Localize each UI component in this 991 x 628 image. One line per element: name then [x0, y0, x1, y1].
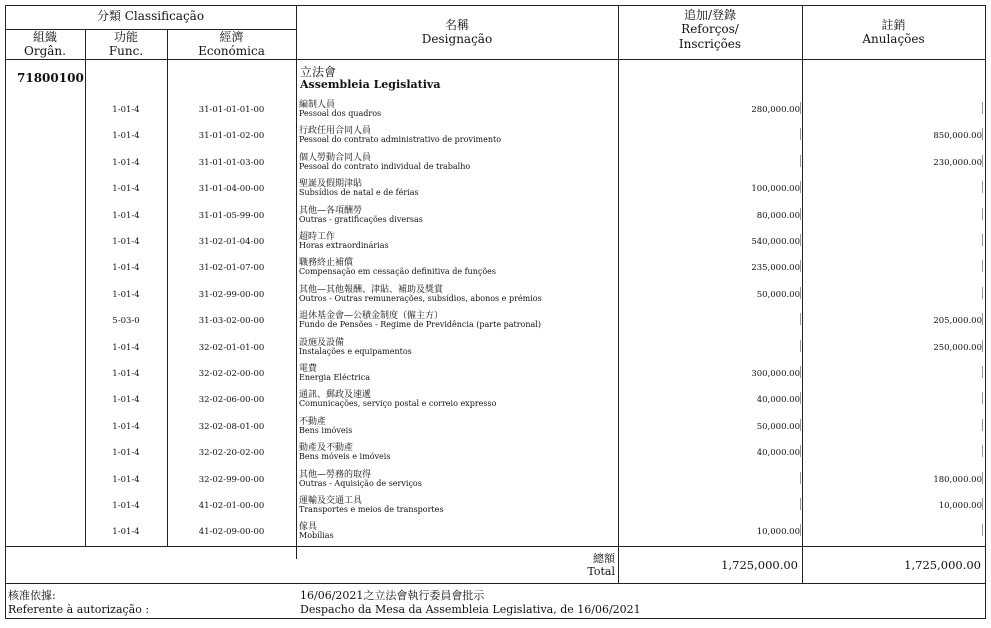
amount-tick	[982, 392, 983, 404]
row-designation-pt: Pessoal do contrato administrativo de provimento	[299, 135, 502, 145]
row-designation-zh: 通訊、郵政及速遞	[299, 390, 372, 401]
col-divider-reinforce	[802, 5, 803, 583]
row-designation-zh: 編制人員	[299, 100, 336, 110]
row-func-code: 1-01-4	[112, 448, 140, 459]
row-reinforce-amount: 50,000.00	[756, 421, 800, 432]
row-func-code: 1-01-4	[112, 395, 140, 406]
reinforce-header-zh: 追加/登錄	[683, 8, 737, 22]
econ-header-pt: Económica	[198, 44, 265, 58]
row-designation-zh: 職務終止補償	[299, 258, 354, 269]
row-reinforce-amount: 280,000.00	[751, 105, 800, 115]
row-designation-pt: Transportes e meios de transportes	[299, 505, 444, 514]
row-designation-zh: 超時工作	[299, 232, 336, 242]
row-econ-code: 32-02-06-00-00	[198, 395, 265, 406]
row-cancel-amount: 230,000.00	[933, 157, 982, 168]
cancel-header-pt: Anulações	[862, 32, 925, 46]
authorization-value-zh: 16/06/2021之立法會執行委員會批示	[300, 589, 485, 602]
col-divider-econ	[296, 5, 297, 559]
total-label-zh: 總額	[593, 552, 615, 565]
row-designation-zh: 行政任用合同人員	[299, 126, 372, 137]
row-designation-pt: Instalações e equipamentos	[299, 346, 412, 356]
row-econ-code: 31-01-04-00-00	[198, 184, 265, 195]
amount-tick	[800, 498, 801, 510]
authorization-label-pt: Referente à autorização :	[8, 603, 150, 616]
amount-tick	[800, 128, 801, 140]
row-designation-pt: Bens imóveis	[299, 425, 353, 435]
row-designation-zh: 其他—其他報酬、津貼、補助及獎賞	[299, 284, 444, 295]
total-cancel: 1,725,000.00	[904, 558, 981, 572]
row-econ-code: 41-02-09-00-00	[198, 527, 265, 538]
row-func-code: 1-01-4	[112, 369, 140, 379]
row-reinforce-amount: 40,000.00	[756, 395, 800, 406]
header-bottom-line	[5, 59, 986, 60]
cancel-header-zh: 註銷	[881, 18, 906, 32]
row-econ-code: 31-02-99-00-00	[198, 289, 265, 300]
row-func-code: 5-03-0	[112, 316, 140, 327]
row-designation-zh: 設施及設備	[299, 337, 345, 348]
row-econ-code: 32-02-99-00-00	[198, 474, 265, 485]
row-cancel-amount: 850,000.00	[933, 131, 982, 142]
row-reinforce-amount: 540,000.00	[751, 237, 800, 247]
row-func-code: 1-01-4	[112, 421, 140, 432]
row-econ-code: 32-02-08-01-00	[198, 421, 265, 432]
total-bottom-line	[5, 583, 986, 584]
row-designation-pt: Comunicações, serviço postal e correio expresso	[299, 399, 497, 409]
row-econ-code: 31-02-01-07-00	[198, 263, 265, 274]
amount-tick	[800, 260, 801, 272]
amount-tick	[800, 181, 801, 193]
row-designation-zh: 其他—勞務的取得	[299, 469, 372, 480]
row-designation-pt: Outras - Aquisição de serviços	[299, 478, 422, 488]
amount-tick	[800, 287, 801, 299]
authorization-value-pt: Despacho da Mesa da Assembleia Legislativa, de 16/06/2021	[300, 603, 641, 616]
amount-tick	[982, 287, 983, 299]
row-func-code: 1-01-4	[112, 289, 140, 300]
row-econ-code: 31-02-01-04-00	[198, 237, 265, 247]
reinforce-header-pt1: Reforços/	[681, 22, 739, 36]
econ-header-zh: 經濟	[219, 30, 244, 44]
border-bottom	[5, 618, 986, 619]
row-designation-pt: Compensação em cessação definitiva de funções	[299, 267, 496, 277]
amount-tick	[982, 445, 983, 457]
row-designation-zh: 個人勞動合同人員	[299, 152, 372, 163]
border-top	[5, 5, 986, 6]
amount-tick	[982, 366, 983, 378]
row-designation-zh: 動產及不動產	[299, 443, 354, 454]
amount-tick	[982, 340, 983, 352]
row-designation-pt: Fundo de Pensões - Regime de Previdência (parte patronal)	[299, 320, 541, 330]
row-func-code: 1-01-4	[112, 157, 140, 168]
reinforce-header-pt2: Inscrições	[678, 37, 742, 51]
row-func-code: 1-01-4	[112, 263, 140, 274]
row-cancel-amount: 180,000.00	[933, 474, 982, 485]
row-designation-pt: Energia Eléctrica	[299, 373, 371, 382]
amount-tick	[800, 234, 801, 246]
amount-tick	[982, 181, 983, 193]
budget-table	[5, 5, 986, 619]
amount-tick	[800, 102, 801, 114]
row-designation-zh: 傢具	[299, 522, 318, 533]
row-cancel-amount: 205,000.00	[933, 316, 982, 327]
amount-tick	[982, 313, 983, 325]
amount-tick	[982, 128, 983, 140]
amount-tick	[800, 366, 801, 378]
amount-tick	[982, 155, 983, 167]
amount-tick	[800, 208, 801, 220]
amount-tick	[982, 419, 983, 431]
row-designation-zh: 運輸及交通工具	[299, 496, 363, 506]
row-designation-pt: Pessoal do contrato individual de trabalho	[299, 161, 471, 171]
row-reinforce-amount: 50,000.00	[756, 289, 800, 300]
row-econ-code: 32-02-02-00-00	[198, 369, 265, 379]
authorization-label-zh: 核准依據:	[8, 589, 56, 602]
row-func-code: 1-01-4	[112, 131, 140, 142]
row-econ-code: 31-01-05-99-00	[198, 210, 265, 221]
organ-code: 71800100	[17, 71, 84, 85]
amount-tick	[800, 419, 801, 431]
organ-header-pt: Orgân.	[24, 44, 66, 58]
row-reinforce-amount: 80,000.00	[756, 210, 800, 221]
row-cancel-amount: 10,000.00	[938, 501, 982, 511]
row-designation-pt: Subsídios de natal e de férias	[299, 188, 419, 198]
row-designation-zh: 其他—各項酬勞	[299, 205, 363, 216]
amount-tick	[800, 340, 801, 352]
amount-tick	[982, 208, 983, 220]
row-cancel-amount: 250,000.00	[933, 342, 982, 353]
amount-tick	[982, 102, 983, 114]
row-designation-zh: 電費	[299, 364, 318, 374]
row-func-code: 1-01-4	[112, 527, 140, 538]
row-func-code: 1-01-4	[112, 184, 140, 195]
row-econ-code: 31-01-01-01-00	[198, 105, 265, 115]
row-designation-pt: Bens móveis e imóveis	[299, 452, 391, 462]
row-designation-zh: 聖誕及假期津貼	[299, 179, 363, 190]
row-econ-code: 32-02-01-01-00	[198, 342, 265, 353]
row-func-code: 1-01-4	[112, 474, 140, 485]
row-designation-pt: Outras - gratificações diversas	[299, 214, 423, 224]
total-label-pt: Total	[587, 565, 615, 578]
row-designation-zh: 不動產	[299, 416, 327, 427]
amount-tick	[800, 313, 801, 325]
row-reinforce-amount: 100,000.00	[751, 184, 800, 195]
row-reinforce-amount: 40,000.00	[756, 448, 800, 459]
row-econ-code: 31-01-01-03-00	[198, 157, 265, 168]
classification-title: 分類 Classificação	[96, 9, 205, 23]
row-func-code: 1-01-4	[112, 237, 140, 247]
row-reinforce-amount: 300,000.00	[751, 369, 800, 379]
row-econ-code: 32-02-20-02-00	[198, 448, 265, 459]
row-designation-pt: Horas extraordinárias	[299, 241, 389, 250]
row-designation-pt: Pessoal dos quadros	[299, 109, 382, 118]
body-bottom-line	[5, 546, 986, 547]
designation-header-pt: Designação	[421, 32, 493, 46]
amount-tick	[800, 155, 801, 167]
row-func-code: 1-01-4	[112, 501, 140, 511]
total-reinforce: 1,725,000.00	[721, 558, 798, 572]
row-designation-zh: 退休基金會—公積金制度（僱主方）	[299, 311, 444, 322]
row-func-code: 1-01-4	[112, 105, 140, 115]
border-left	[5, 5, 6, 619]
row-designation-pt: Mobílias	[299, 531, 334, 541]
amount-tick	[800, 392, 801, 404]
func-header-zh: 功能	[113, 30, 138, 44]
amount-tick	[982, 260, 983, 272]
section-title-pt: Assembleia Legislativa	[300, 78, 441, 91]
func-header-pt: Func.	[108, 44, 144, 58]
organ-header-zh: 組織	[32, 30, 57, 44]
amount-tick	[982, 498, 983, 510]
row-func-code: 1-01-4	[112, 342, 140, 353]
row-reinforce-amount: 235,000.00	[751, 263, 800, 274]
row-econ-code: 41-02-01-00-00	[198, 501, 265, 511]
amount-tick	[800, 445, 801, 457]
section-title-zh: 立法會	[300, 65, 337, 79]
amount-tick	[800, 472, 801, 484]
amount-tick	[800, 524, 801, 536]
row-reinforce-amount: 10,000.00	[756, 527, 800, 538]
amount-tick	[982, 234, 983, 246]
amount-tick	[982, 524, 983, 536]
row-func-code: 1-01-4	[112, 210, 140, 221]
amount-tick	[982, 472, 983, 484]
designation-header-zh: 名稱	[444, 18, 469, 32]
row-econ-code: 31-01-01-02-00	[198, 131, 265, 142]
row-econ-code: 31-03-02-00-00	[198, 316, 265, 327]
row-designation-pt: Outros - Outras remunerações, subsídios, abonos e prémios	[299, 293, 542, 303]
border-right	[985, 5, 986, 619]
